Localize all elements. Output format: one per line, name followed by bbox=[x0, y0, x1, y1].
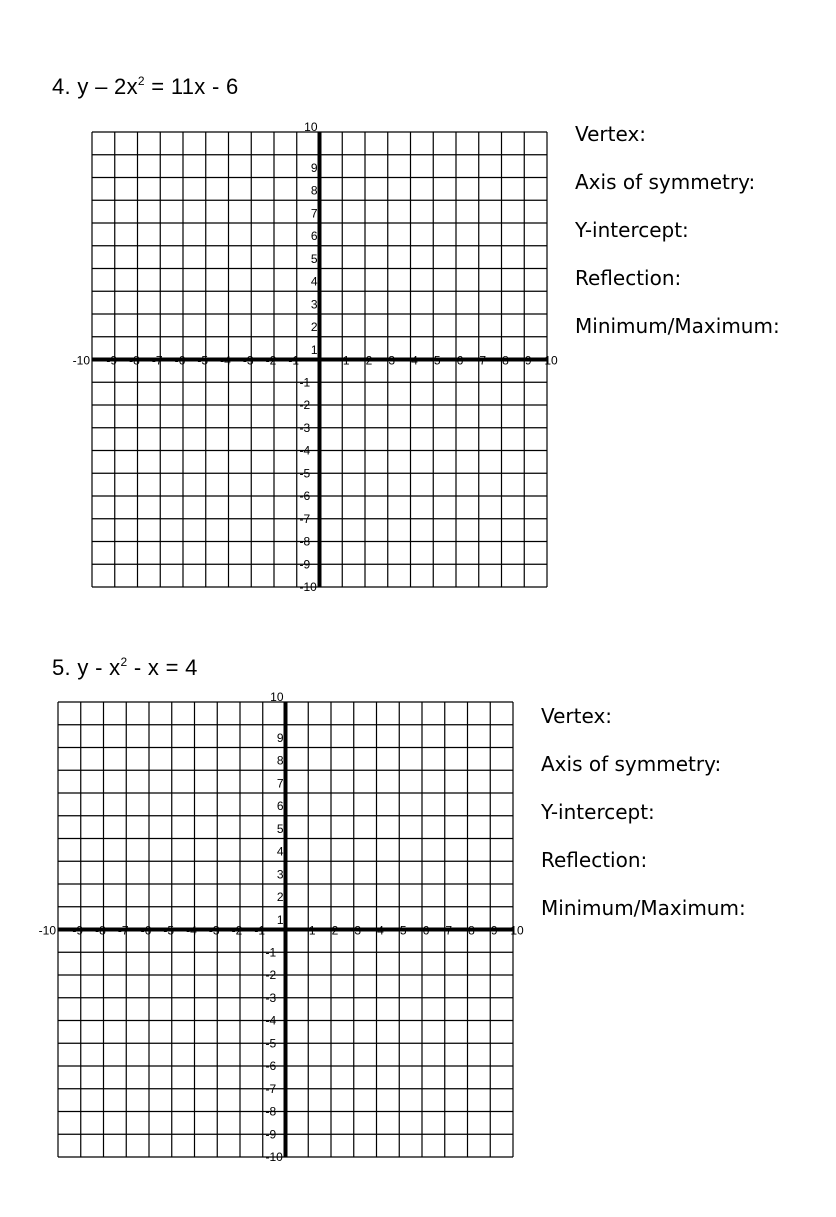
x-tick-label: -10 bbox=[72, 353, 90, 368]
x-tick-label: -7 bbox=[151, 353, 163, 368]
y-tick-label: -5 bbox=[265, 1036, 277, 1051]
y-tick-label: 2 bbox=[276, 890, 284, 904]
x-tick-label: -2 bbox=[231, 923, 243, 938]
x-tick-label: -8 bbox=[95, 923, 106, 938]
minimum-maximum-prompt: Minimum/Maximum: bbox=[541, 896, 746, 920]
axis-of-symmetry-prompt: Axis of symmetry: bbox=[541, 752, 722, 776]
y-tick-label: -1 bbox=[299, 375, 311, 390]
x-tick-label: 10 bbox=[510, 923, 524, 938]
y-tick-label: 4 bbox=[310, 274, 318, 289]
vertex-prompt: Vertex: bbox=[575, 122, 647, 146]
equation-part: - x = 4 bbox=[127, 655, 198, 680]
y-tick-label: 1 bbox=[310, 342, 318, 357]
y-tick-label: 2 bbox=[310, 320, 318, 334]
x-tick-label: 1 bbox=[308, 923, 316, 938]
x-tick-label: -10 bbox=[38, 923, 56, 938]
y-tick-label: -7 bbox=[299, 511, 311, 526]
x-tick-label: 1 bbox=[342, 353, 350, 368]
x-tick-label: 7 bbox=[445, 923, 453, 938]
x-tick-label: 9 bbox=[490, 923, 498, 938]
minimum-maximum-prompt: Minimum/Maximum: bbox=[575, 314, 780, 338]
x-tick-label: -4 bbox=[186, 923, 197, 938]
x-tick-label: 2 bbox=[365, 353, 373, 368]
x-tick-label: 6 bbox=[422, 923, 430, 938]
y-tick-label: 7 bbox=[310, 206, 318, 221]
x-tick-label: -5 bbox=[197, 353, 209, 368]
x-tick-label: -1 bbox=[288, 353, 300, 368]
x-tick-label: 6 bbox=[456, 353, 464, 368]
x-tick-label: 8 bbox=[468, 923, 475, 938]
reflection-prompt: Reflection: bbox=[541, 848, 648, 872]
x-tick-label: -8 bbox=[129, 353, 140, 368]
x-tick-label: -2 bbox=[265, 353, 277, 368]
y-tick-label: -9 bbox=[299, 557, 311, 572]
y-tick-label: 8 bbox=[276, 753, 284, 768]
x-tick-label: -6 bbox=[174, 353, 186, 368]
y-tick-label: 7 bbox=[276, 776, 284, 791]
x-tick-label: -6 bbox=[140, 923, 152, 938]
equation-exponent: 2 bbox=[120, 654, 128, 669]
equation-part: y - x bbox=[77, 655, 121, 680]
x-tick-label: 7 bbox=[479, 353, 487, 368]
y-tick-label: 10 bbox=[270, 690, 284, 704]
y-intercept-prompt: Y-intercept: bbox=[575, 218, 689, 242]
y-tick-label: -1 bbox=[265, 945, 277, 960]
x-tick-label: -4 bbox=[220, 353, 231, 368]
y-tick-label: -4 bbox=[265, 1013, 277, 1028]
y-tick-label: 5 bbox=[276, 821, 284, 836]
y-tick-label: 3 bbox=[310, 297, 318, 312]
y-tick-label: 9 bbox=[276, 730, 284, 745]
reflection-prompt: Reflection: bbox=[575, 266, 682, 290]
x-tick-label: -5 bbox=[163, 923, 175, 938]
x-tick-label: 2 bbox=[331, 923, 339, 938]
x-tick-label: 4 bbox=[377, 923, 384, 938]
y-tick-label: -3 bbox=[299, 420, 311, 435]
y-tick-label: -7 bbox=[265, 1081, 277, 1096]
equation-part: y – 2x bbox=[77, 74, 138, 99]
x-tick-label: 3 bbox=[354, 923, 362, 938]
x-tick-label: -9 bbox=[72, 923, 84, 938]
x-tick-label: -3 bbox=[208, 923, 220, 938]
y-tick-label: -2 bbox=[299, 398, 311, 412]
x-tick-label: 4 bbox=[411, 353, 418, 368]
x-tick-label: -1 bbox=[254, 923, 266, 938]
y-tick-label: 10 bbox=[304, 120, 318, 134]
x-tick-label: 5 bbox=[433, 353, 441, 368]
x-tick-label: 8 bbox=[502, 353, 509, 368]
y-tick-label: 6 bbox=[310, 229, 318, 243]
y-intercept-prompt: Y-intercept: bbox=[541, 800, 655, 824]
x-tick-label: 9 bbox=[524, 353, 532, 368]
problem-5-prompts bbox=[541, 704, 746, 944]
y-tick-label: 4 bbox=[276, 844, 284, 859]
y-tick-label: -8 bbox=[265, 1104, 277, 1119]
equation-exponent: 2 bbox=[137, 73, 145, 88]
y-tick-label: 8 bbox=[310, 183, 318, 198]
y-tick-label: -2 bbox=[265, 968, 277, 982]
x-tick-label: 3 bbox=[388, 353, 396, 368]
y-tick-label: -8 bbox=[299, 534, 311, 549]
y-tick-label: -6 bbox=[265, 1059, 277, 1073]
y-tick-label: 9 bbox=[310, 160, 318, 175]
y-tick-label: -4 bbox=[299, 443, 311, 458]
problem-number: 5. bbox=[52, 655, 71, 680]
axis-of-symmetry-prompt: Axis of symmetry: bbox=[575, 170, 756, 194]
y-tick-label: 1 bbox=[276, 912, 284, 927]
x-tick-label: -3 bbox=[242, 353, 254, 368]
y-tick-label: -6 bbox=[299, 489, 311, 503]
x-tick-label: -7 bbox=[117, 923, 129, 938]
problem-number: 4. bbox=[52, 74, 71, 99]
y-tick-label: 6 bbox=[276, 799, 284, 813]
y-tick-label: 5 bbox=[310, 251, 318, 266]
y-tick-label: -5 bbox=[299, 466, 311, 481]
x-tick-label: 5 bbox=[399, 923, 407, 938]
y-tick-label: -9 bbox=[265, 1127, 277, 1142]
y-tick-label: 3 bbox=[276, 867, 284, 882]
y-tick-label: -3 bbox=[265, 990, 277, 1005]
equation-part: = 11x - 6 bbox=[144, 74, 239, 99]
vertex-prompt: Vertex: bbox=[541, 704, 613, 728]
x-tick-label: -9 bbox=[106, 353, 118, 368]
y-tick-label: -10 bbox=[299, 580, 317, 594]
y-tick-label: -10 bbox=[265, 1150, 283, 1164]
x-tick-label: 10 bbox=[544, 353, 558, 368]
